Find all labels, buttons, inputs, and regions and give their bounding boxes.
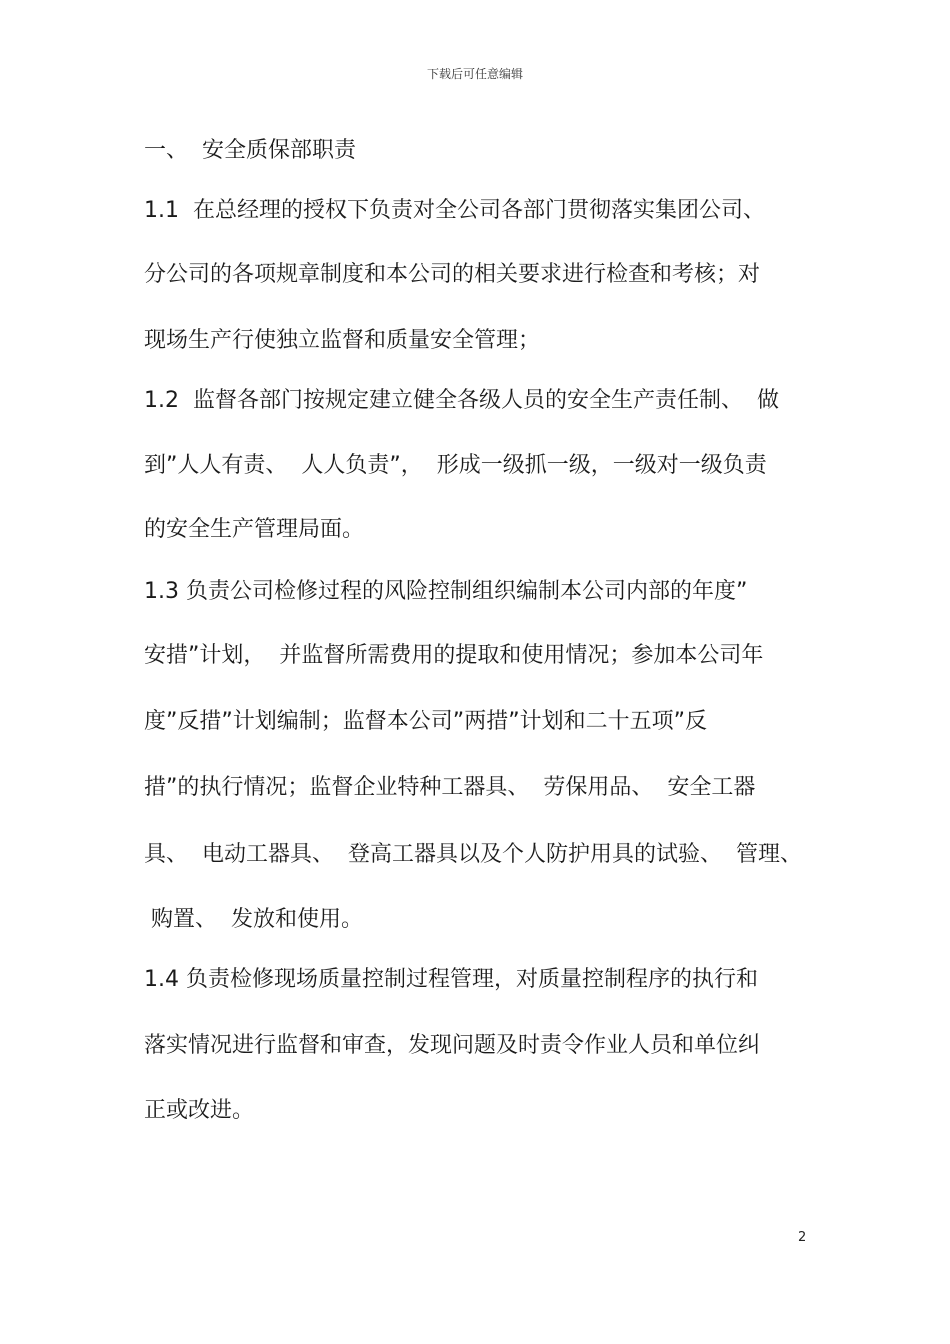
body-line: 1.1 在总经理的授权下负责对全公司各部门贯彻落实集团公司、: [144, 198, 765, 223]
body-line: 现场生产行使独立监督和质量安全管理；: [144, 328, 541, 353]
body-line: 落实情况进行监督和审查，发现问题及时责令作业人员和单位纠: [144, 1033, 761, 1058]
body-line: 的安全生产管理局面。: [144, 517, 365, 542]
body-line: 分公司的各项规章制度和本公司的相关要求进行检查和考核；对: [144, 262, 761, 287]
body-line: 安措”计划， 并监督所需费用的提取和使用情况；参加本公司年: [144, 643, 764, 668]
body-line: 到”人人有责、 人人负责”， 形成一级抓一级，一级对一级负责: [144, 453, 767, 478]
body-line: 购置、 发放和使用。: [144, 907, 363, 932]
body-line: 1.3 负责公司检修过程的风险控制组织编制本公司内部的年度”: [144, 579, 748, 604]
body-line: 措”的执行情况；监督企业特种工器具、 劳保用品、 安全工器: [144, 775, 756, 800]
page-number: 2: [798, 1230, 807, 1245]
body-line: 具、 电动工器具、 登高工器具以及个人防护用具的试验、 管理、: [144, 842, 802, 867]
page-header: 下载后可任意编辑: [426, 67, 523, 81]
body-line: 度”反措”计划编制；监督本公司”两措”计划和二十五项”反: [144, 709, 707, 734]
body-line: 1.2 监督各部门按规定建立健全各级人员的安全生产责任制、 做: [144, 388, 779, 413]
body-line: 1.4 负责检修现场质量控制过程管理，对质量控制程序的执行和: [144, 967, 758, 992]
body-line: 正或改进。: [144, 1098, 255, 1123]
section-heading: 一、 安全质保部职责: [144, 138, 356, 163]
